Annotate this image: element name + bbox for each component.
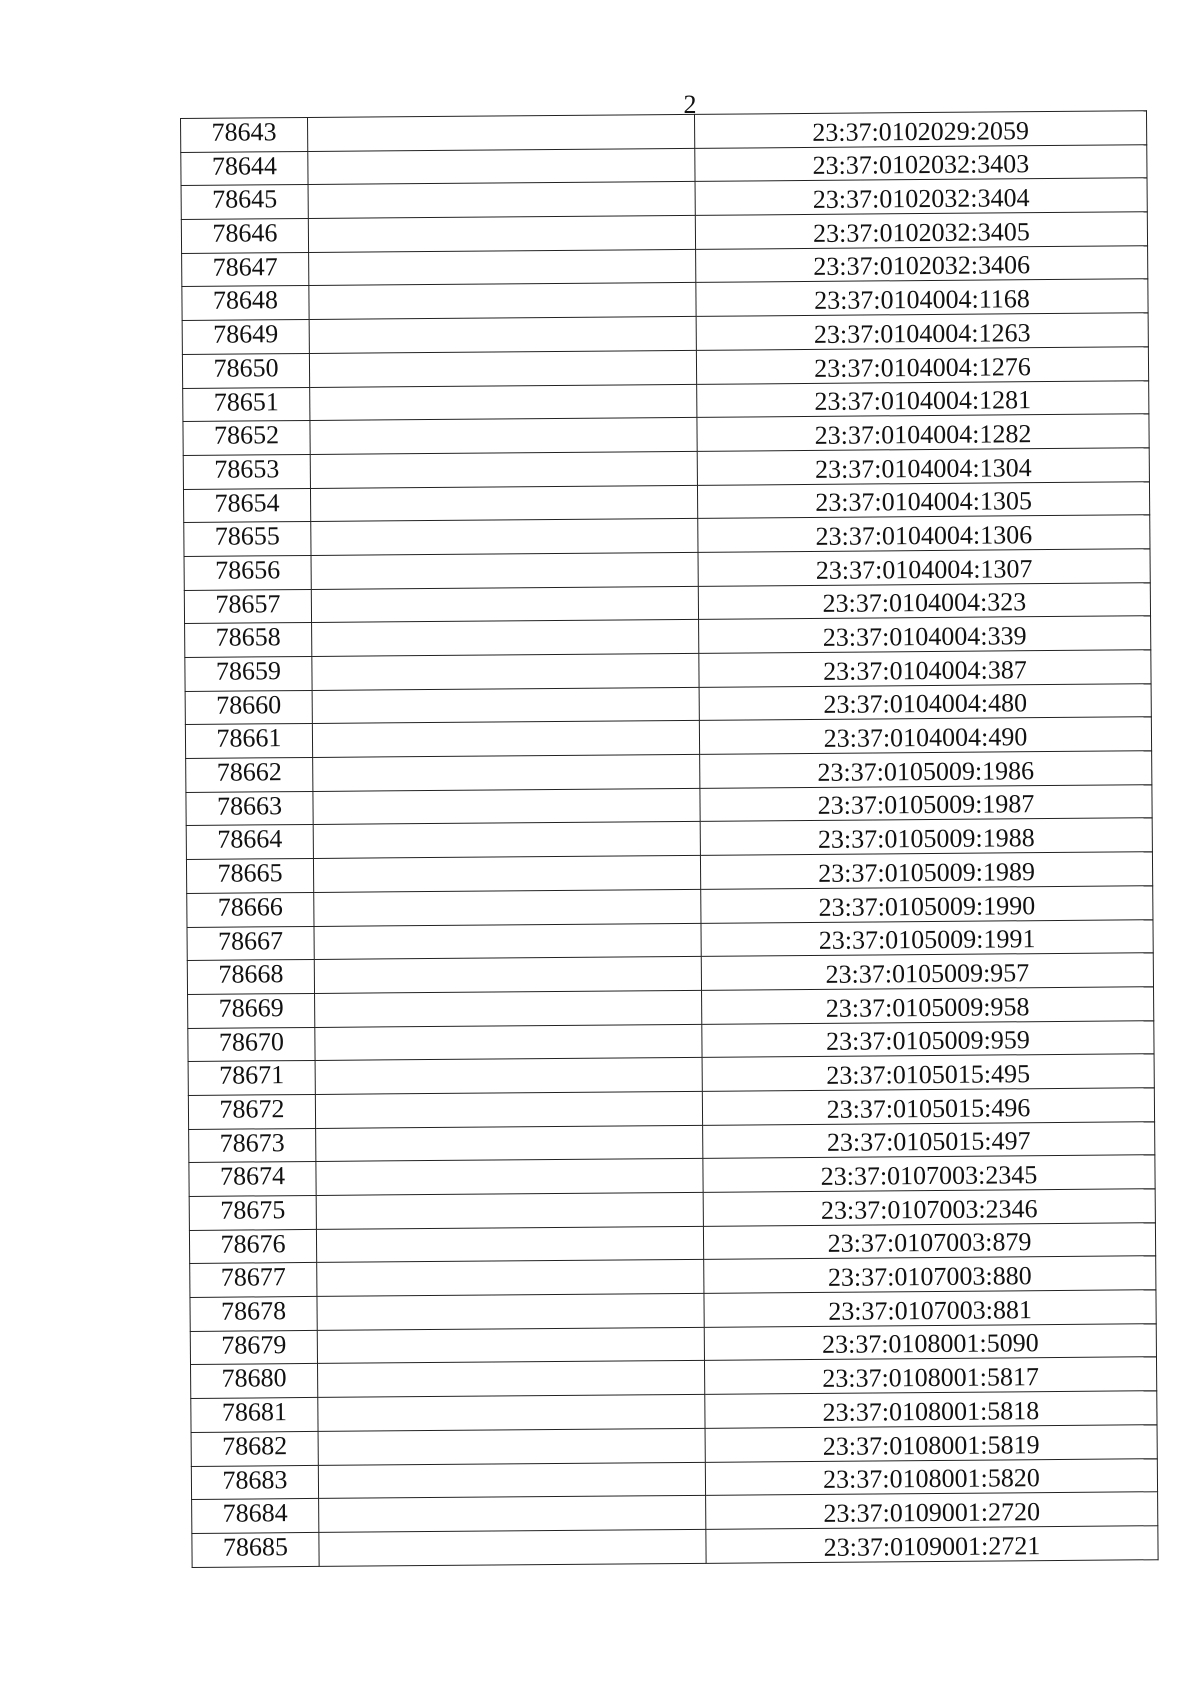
row-number-cell: 78669 [188,993,315,1028]
cadastral-number-cell: 23:37:0104004:323 [698,582,1150,619]
cadastral-number-cell: 23:37:0104004:1304 [697,448,1149,485]
cadastral-number-cell: 23:37:0108001:5820 [705,1458,1157,1495]
row-name-cell [312,653,699,690]
row-name-cell [314,957,701,994]
row-number-cell: 78649 [182,320,309,355]
row-number-cell: 78645 [181,185,308,220]
row-number-cell: 78683 [191,1465,318,1500]
cadastral-number-cell: 23:37:0104004:1307 [698,549,1150,586]
cadastral-number-cell: 23:37:0104004:1282 [697,414,1149,451]
cadastral-number-cell: 23:37:0102032:3405 [695,212,1147,249]
row-name-cell [312,721,699,758]
row-name-cell [312,620,699,657]
row-number-cell: 78657 [184,589,311,624]
row-number-cell: 78673 [189,1128,316,1163]
row-number-cell: 78656 [184,555,311,590]
row-name-cell [312,687,699,724]
row-name-cell [316,1226,703,1263]
row-name-cell [314,889,701,926]
row-name-cell [317,1260,704,1297]
row-number-cell: 78679 [190,1330,317,1365]
row-number-cell: 78650 [182,353,309,388]
cadastral-number-cell: 23:37:0104004:1168 [696,279,1148,316]
row-name-cell [316,1125,703,1162]
row-number-cell: 78659 [185,656,312,691]
row-number-cell: 78646 [181,219,308,254]
row-name-cell [308,182,695,219]
row-name-cell [318,1428,705,1465]
row-name-cell [313,855,700,892]
cadastral-number-cell: 23:37:0104004:387 [699,650,1151,687]
row-number-cell: 78647 [182,252,309,287]
row-name-cell [314,923,701,960]
row-number-cell: 78651 [183,387,310,422]
row-number-cell: 78680 [191,1364,318,1399]
row-number-cell: 78676 [189,1229,316,1264]
row-number-cell: 78661 [185,724,312,759]
cadastral-number-cell: 23:37:0102032:3403 [695,144,1147,181]
row-name-cell [319,1496,706,1533]
row-name-cell [315,1058,702,1095]
scanned-table-sheet [180,110,1158,1567]
row-name-cell [313,788,700,825]
row-number-cell: 78666 [187,892,314,927]
cadastral-number-cell: 23:37:0102029:2059 [694,111,1146,148]
row-name-cell [315,1091,702,1128]
cadastral-number-cell: 23:37:0104004:1276 [696,347,1148,384]
cadastral-number-cell: 23:37:0108001:5818 [705,1391,1157,1428]
row-number-cell: 78682 [191,1431,318,1466]
cadastral-number-cell: 23:37:0105009:1988 [700,818,1152,855]
row-name-cell [318,1462,705,1499]
cadastral-number-cell: 23:37:0105009:957 [701,953,1153,990]
row-number-cell: 78652 [183,421,310,456]
row-number-cell: 78663 [186,791,313,826]
row-number-cell: 78668 [187,960,314,995]
cadastral-number-cell: 23:37:0104004:1306 [698,515,1150,552]
cadastral-number-cell: 23:37:0108001:5090 [704,1323,1156,1360]
row-number-cell: 78643 [181,117,308,152]
row-number-cell: 78662 [186,758,313,793]
cadastral-number-cell: 23:37:0108001:5819 [705,1425,1157,1462]
cadastral-number-cell: 23:37:0105009:1987 [700,784,1152,821]
cadastral-number-cell: 23:37:0105009:959 [702,1020,1154,1057]
cadastral-number-cell: 23:37:0108001:5817 [704,1357,1156,1394]
row-number-cell: 78672 [188,1094,315,1129]
cadastral-number-cell: 23:37:0105015:495 [702,1054,1154,1091]
row-number-cell: 78664 [186,825,313,860]
row-name-cell [311,519,698,556]
cadastral-number-cell: 23:37:0105009:1990 [701,886,1153,923]
row-name-cell [311,552,698,589]
row-name-cell [307,114,694,151]
cadastral-number-cell: 23:37:0105015:497 [703,1121,1155,1158]
row-number-cell: 78665 [186,859,313,894]
row-name-cell [317,1327,704,1364]
row-name-cell [310,451,697,488]
cadastral-number-cell: 23:37:0105009:1991 [701,919,1153,956]
row-number-cell: 78685 [192,1532,319,1567]
cadastral-table [180,110,1159,1567]
row-name-cell [316,1159,703,1196]
row-name-cell [319,1529,706,1566]
row-name-cell [318,1394,705,1431]
table-body [181,111,1159,1567]
row-number-cell: 78654 [183,488,310,523]
row-number-cell: 78684 [192,1499,319,1534]
cadastral-number-cell: 23:37:0102032:3404 [695,178,1147,215]
row-name-cell [318,1361,705,1398]
page-number: 2 [683,90,697,119]
row-name-cell [317,1293,704,1330]
row-name-cell [310,384,697,421]
cadastral-number-cell: 23:37:0104004:490 [699,717,1151,754]
row-number-cell: 78658 [185,623,312,658]
row-name-cell [315,990,702,1027]
row-number-cell: 78670 [188,1027,315,1062]
cadastral-number-cell: 23:37:0107003:880 [704,1256,1156,1293]
cadastral-number-cell: 23:37:0104004:480 [699,683,1151,720]
cadastral-number-cell: 23:37:0107003:2346 [703,1189,1155,1226]
row-number-cell: 78667 [187,926,314,961]
cadastral-number-cell: 23:37:0104004:1305 [697,481,1149,518]
cadastral-number-cell: 23:37:0104004:1281 [697,380,1149,417]
cadastral-number-cell: 23:37:0105015:496 [702,1088,1154,1125]
cadastral-number-cell: 23:37:0104004:339 [699,616,1151,653]
cadastral-number-cell: 23:37:0109001:2721 [706,1526,1158,1563]
cadastral-number-cell: 23:37:0107003:2345 [703,1155,1155,1192]
cadastral-number-cell: 23:37:0102032:3406 [696,245,1148,282]
row-number-cell: 78660 [185,690,312,725]
cadastral-number-cell: 23:37:0105009:1986 [700,751,1152,788]
row-name-cell [309,249,696,286]
row-name-cell [310,418,697,455]
row-number-cell: 78655 [184,522,311,557]
cadastral-number-cell: 23:37:0107003:881 [704,1290,1156,1327]
row-number-cell: 78677 [190,1263,317,1298]
row-number-cell: 78671 [188,1061,315,1096]
row-number-cell: 78675 [189,1195,316,1230]
table-row [192,1526,1158,1567]
row-number-cell: 78653 [183,454,310,489]
row-name-cell [313,754,700,791]
row-name-cell [309,350,696,387]
row-name-cell [309,316,696,353]
row-name-cell [308,215,695,252]
row-number-cell: 78674 [189,1162,316,1197]
row-number-cell: 78681 [191,1398,318,1433]
row-number-cell: 78678 [190,1297,317,1332]
row-name-cell [315,1024,702,1061]
cadastral-number-cell: 23:37:0109001:2720 [706,1492,1158,1529]
cadastral-number-cell: 23:37:0104004:1263 [696,313,1148,350]
row-name-cell [308,148,695,185]
cadastral-number-cell: 23:37:0107003:879 [703,1222,1155,1259]
row-name-cell [313,822,700,859]
row-name-cell [309,283,696,320]
row-name-cell [311,586,698,623]
row-name-cell [316,1192,703,1229]
cadastral-number-cell: 23:37:0105009:958 [702,987,1154,1024]
row-number-cell: 78648 [182,286,309,321]
cadastral-number-cell: 23:37:0105009:1989 [700,852,1152,889]
row-name-cell [310,485,697,522]
row-number-cell: 78644 [181,151,308,186]
